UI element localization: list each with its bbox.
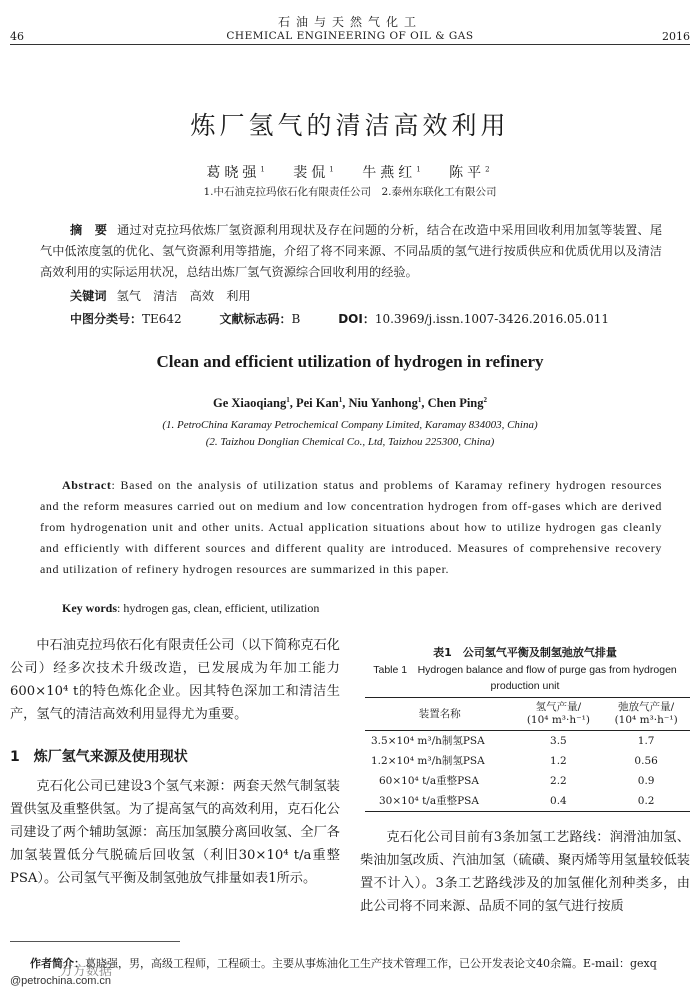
affiliation-en-1: (1. PetroChina Karamay Petrochemical Company Limited, Karamay 834003, China) xyxy=(162,419,538,431)
table-header-name: 装置名称 xyxy=(418,707,461,720)
table-header-row xyxy=(365,698,690,731)
wanfang-logo: 万方数据 xyxy=(60,964,113,979)
author-cn: 陈平$^2$ xyxy=(449,165,494,181)
affiliation-cn: 1.中石油克拉玛依石化有限责任公司 2.泰州东联化工有限公司 xyxy=(203,186,497,198)
keywords-cn xyxy=(70,287,251,304)
table-row: 3.5×10⁴ m³/h制氢PSA 3.5 1.7 xyxy=(371,735,655,747)
journal-title-cn: 石油与天然气化工 xyxy=(277,15,422,29)
table-header-h2: 氢气产量/ (10⁴ m³·h⁻¹) xyxy=(526,701,590,726)
keywords-en xyxy=(62,601,319,616)
keywords-cn-text: 氢气 清洁 高效 利用 xyxy=(116,289,251,303)
abstract-cn xyxy=(40,220,662,283)
author-cn: 牛燕红$^1$ xyxy=(362,165,425,181)
footnote-rule xyxy=(10,941,180,942)
journal-year: 2016 xyxy=(662,30,690,43)
classification-line: 中图分类号：TE642 文献标志码：B DOI：10.3969/j.issn.1007-3426.2016.05.011 xyxy=(70,312,610,326)
journal-title-en: CHEMICAL ENGINEERING OF OIL & GAS xyxy=(226,30,474,42)
abstract-cn-label: 摘 要 xyxy=(70,223,108,237)
page-number: 46 xyxy=(10,30,24,43)
author-footnote: 作者简介：葛晓强，男，高级工程师，工程硕士。主要从事炼油化工生产技术管理工作，已公开发表论文40余篇。E-mail：gexq xyxy=(30,957,657,970)
authors-cn xyxy=(0,162,700,182)
right-paragraph: 克石化公司目前有3条加氢工艺路线：润滑油加氢、柴油加氢改质、汽油加氢（硫磺、聚丙烯等用氢量较低装置不计入）。3条工艺路线涉及的加氢催化剂种类多，由此公司将不同来源、品质不同的氢气进行按质 xyxy=(360,830,690,914)
abstract-en-text: : Based on the analysis of utilization status and problems of Karamay refinery hydrogen resources and the reform measures carried out on medium and low concentration hydrogen from off-gases which are derived from hydrogenation unit and other units. Actual application situations about how to utilize hydrogen gas cleanly and efficiently with different sources and different quality are introduced. Measures of comprehensive recovery and utilization of refinery hydrogen resources are summarized in this paper. xyxy=(40,478,662,576)
abstract-en-label: Abstract xyxy=(62,478,112,492)
keywords-cn-label: 关键词 xyxy=(70,289,107,303)
doi: 10.3969/j.issn.1007-3426.2016.05.011 xyxy=(374,312,610,326)
header-rule xyxy=(10,44,690,45)
table-1 xyxy=(365,697,690,812)
abstract-cn-text: 通过对克拉玛依炼厂氢资源利用现状及存在问题的分析，结合在改造中采用回收利用加氢等装置、尾气中低浓度氢的优化、氢气资源利用等措施，介绍了将不同来源、不同品质的氢气进行按质供应和优质优用以及清洁高效利用的实际运用状况，总结出炼厂氢气资源综合回收利用的经验。 xyxy=(40,223,663,279)
table-row: 30×10⁴ t/a重整PSA 0.4 0.2 xyxy=(365,791,690,812)
affiliation-en-2: (2. Taizhou Donglian Chemical Co., Ltd, Taizhou 225300, China) xyxy=(205,436,495,448)
authors-en: Ge Xiaoqiang$^1$, Pei Kan$^1$, Niu Yanhong$^1$, Chen Ping$^2$ xyxy=(212,396,488,411)
table-row: 1.2×10⁴ m³/h制氢PSA 1.2 0.56 xyxy=(371,755,658,767)
abstract-en xyxy=(40,475,662,580)
article-title-cn: 炼厂氢气的清洁高效利用 xyxy=(190,111,510,140)
table-header-purge: 弛放气产量/ (10⁴ m³·h⁻¹) xyxy=(614,701,678,726)
table-caption-en: Table 1 Hydrogen balance and flow of purge gas from hydrogen production unit xyxy=(373,664,677,692)
intro-paragraph: 中石油克拉玛依石化有限责任公司（以下简称克石化公司）经多次技术升级改造，已发展成为年加工能力600×10⁴ t的特色炼化企业。因其特色深加工和清洁生产，氢气的清洁高效利用显得尤为重要。 xyxy=(10,638,340,722)
section1-paragraph: 克石化公司已建设3个氢气来源：两套天然气制氢装置供氢及重整供氢。为了提高氢气的高效利用，克石化公司建设了两个辅助氢源：高压加氢膜分离回收氢、全厂各加氢装置低分气脱硫后回收氢（利旧30×10⁴ t/a重整PSA）。公司氢气平衡及制氢弛放气排量如表1所示。 xyxy=(10,779,340,886)
table-caption-cn: 表1 公司氢气平衡及制氢弛放气排量 xyxy=(433,646,617,659)
article-title-en: Clean and efficient utilization of hydrogen in refinery xyxy=(156,352,544,371)
keywords-en-label: Key words xyxy=(62,601,117,615)
author-cn: 裴侃$^1$ xyxy=(293,165,338,181)
keywords-en-text: : hydrogen gas, clean, efficient, utilization xyxy=(117,601,320,615)
email-tail: @petrochina.com.cn xyxy=(10,975,112,987)
section-heading: 1 炼厂氢气来源及使用现状 xyxy=(10,749,188,765)
table-row: 60×10⁴ t/a重整PSA 2.2 0.9 xyxy=(379,775,655,787)
author-cn: 葛晓强$^1$ xyxy=(206,165,269,181)
